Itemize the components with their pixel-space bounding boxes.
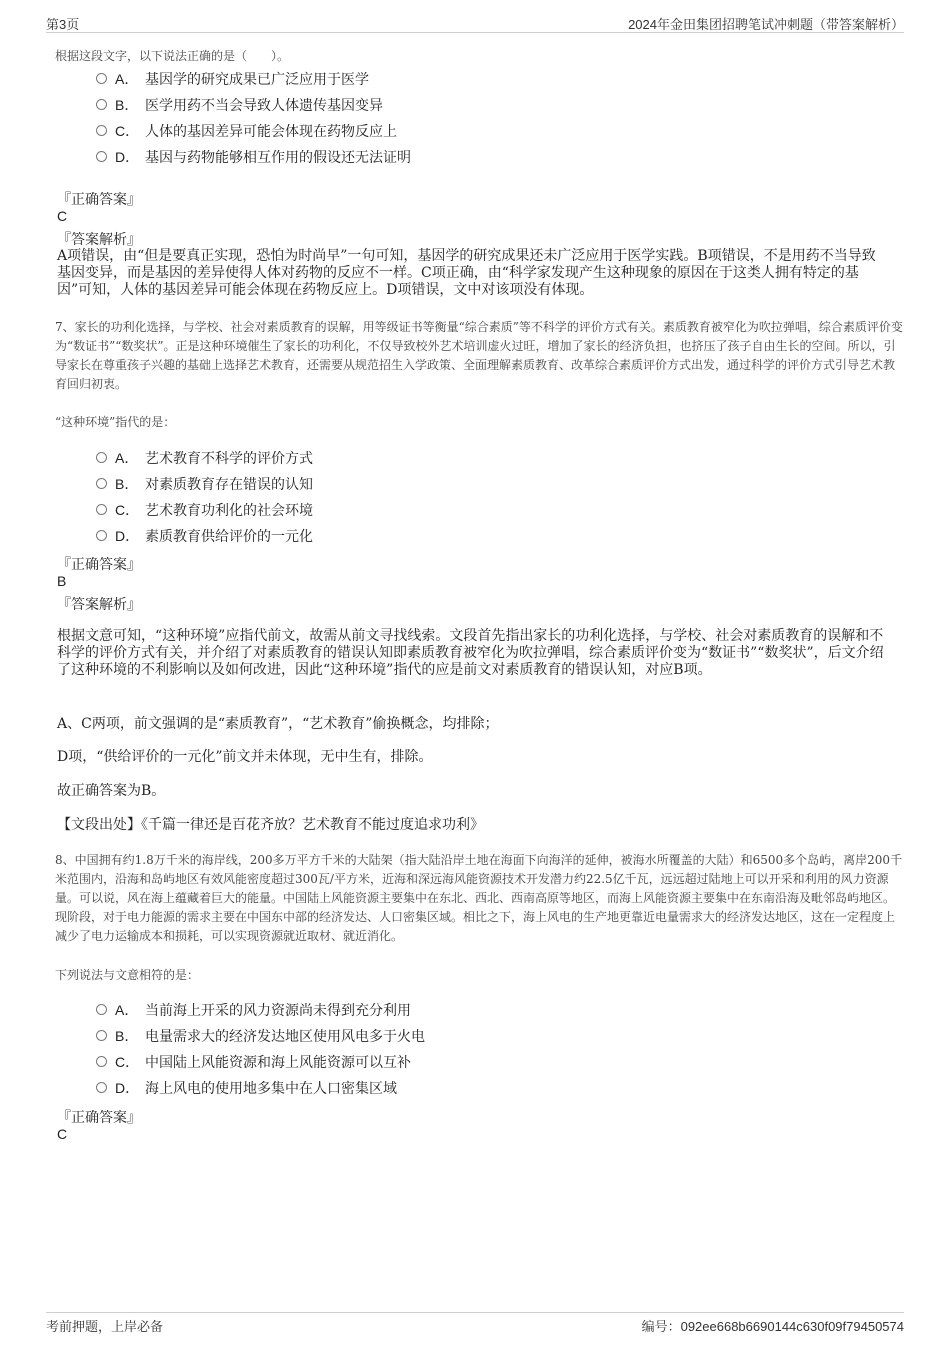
q8-option-c[interactable]: C． 中国陆上风能资源和海上风能资源可以互补 <box>96 1052 411 1074</box>
q8-option-d[interactable]: D． 海上风电的使用地多集中在人口密集区域 <box>96 1078 397 1100</box>
q7-analysis-paragraph: 根据文意可知，“这种环境”应指代前文，故需从前文寻找线索。文段首先指出家长的功利化选择，与学校、社会对素质教育的误解和不科学的评价方式有关，并介绍了对素质教育的错误认知即素质教育被窄化为吹拉弹唱，综合素质评价变为“数证书”“数奖状”，后文介绍了这种环境的不利影响以及如何改进，因此“这种环境”指代的应是前文对素质教育的错误认知，对应B项。 <box>57 628 884 678</box>
q7-option-d[interactable]: D． 素质教育供给评价的一元化 <box>96 526 313 548</box>
q8-option-a[interactable]: A． 当前海上开采的风力资源尚未得到充分利用 <box>96 1000 411 1022</box>
radio-icon[interactable] <box>96 504 107 515</box>
q7-source <box>57 817 887 834</box>
q8-answer: C <box>57 1126 68 1142</box>
q6-option-d[interactable]: D． 基因与药物能够相互作用的假设还无法证明 <box>96 147 411 169</box>
q7-option-a[interactable]: A． 艺术教育不科学的评价方式 <box>96 448 313 470</box>
footer-slogan: 考前押题，上岸必备 <box>46 1319 164 1334</box>
code-value: 092ee668b6690144c630f09f79450574 <box>680 1319 904 1334</box>
q7-answer-label: 『正确答案』 <box>57 557 141 573</box>
document-code <box>642 1316 904 1335</box>
q7-passage: 7、家长的功利化选择，与学校、社会对素质教育的误解，用等级证书等衡量“综合素质”等不科学的评价方式有关。素质教育被窄化为吹拉弹唱，综合素质评价变为“数证书”“数奖状”。正是这种环境催生了家长的功利化，不仅导致校外艺术培训虚火过旺，增加了家长的经济负担，也挤压了孩子自由生长的空间。所以，引导家长在尊重孩子兴趣的基础上选择艺术教育，还需要从规范招生入学政策、全面理解素质教育、改革综合素质评价方式出发，通过科学的评价方式引导艺术教育回归初衷。 <box>55 320 903 391</box>
q7-source-label: 【文段出处】 <box>57 817 141 833</box>
q6-answer-label: 『正确答案』 <box>57 192 141 208</box>
code-label: 编号： <box>641 1319 681 1334</box>
radio-icon[interactable] <box>96 478 107 489</box>
q8-prompt: 下列说法与文意相符的是： <box>55 968 200 982</box>
radio-icon[interactable] <box>96 530 107 541</box>
q7-option-c[interactable]: C． 艺术教育功利化的社会环境 <box>96 500 313 522</box>
q7-analysis-paragraph: 故正确答案为B。 <box>57 783 166 799</box>
q8-option-b[interactable]: B． 电量需求大的经济发达地区使用风电多于火电 <box>96 1026 425 1048</box>
radio-icon[interactable] <box>96 452 107 463</box>
radio-icon[interactable] <box>96 1004 107 1015</box>
page-footer <box>46 1312 904 1333</box>
q6-option-a[interactable]: A． 基因学的研究成果已广泛应用于医学 <box>96 69 369 91</box>
radio-icon[interactable] <box>96 151 107 162</box>
q6-option-b[interactable]: B． 医学用药不当会导致人体遗传基因变异 <box>96 95 383 117</box>
q7-analysis-label: 『答案解析』 <box>57 597 141 613</box>
page-header <box>46 10 904 33</box>
radio-icon[interactable] <box>96 125 107 136</box>
q7-source-text: 《千篇一律还是百花齐放？艺术教育不能过度追求功利》 <box>141 817 484 833</box>
q7-analysis-paragraph: D项，“供给评价的一元化”前文并未体现，无中生有，排除。 <box>57 749 433 765</box>
q7-analysis-paragraph: A、C两项，前文强调的是“素质教育”，“艺术教育”偷换概念，均排除； <box>57 716 499 732</box>
q7-prompt: “这种环境”指代的是： <box>55 415 176 429</box>
radio-icon[interactable] <box>96 1056 107 1067</box>
page-number: 第3页 <box>46 17 80 32</box>
q6-analysis: A项错误，由“但是要真正实现，恐怕为时尚早”一句可知，基因学的研究成果还未广泛应用于医学实践。B项错误，不是用药不当导致基因变异，而是基因的差异使得人体对药物的反应不一样。C项正确，由“科学家发现产生这种现象的原因在于这类人拥有特定的基因”可知，人体的基因差异可能会体现在药物反应上。D项错误，文中对该项没有体现。 <box>57 248 876 298</box>
radio-icon[interactable] <box>96 73 107 84</box>
q6-analysis-label: 『答案解析』 <box>57 232 141 248</box>
radio-icon[interactable] <box>96 1030 107 1041</box>
radio-icon[interactable] <box>96 99 107 110</box>
q8-passage: 8、中国拥有约1.8万千米的海岸线，200多万平方千米的大陆架（指大陆沿岸土地在海面下向海洋的延伸，被海水所覆盖的大陆）和6500多个岛屿，离岸200千米范围内，沿海和岛屿地区有效风能密度超过300瓦/平方米，近海和深远海风能资源技术开发潜力约22.5亿千瓦，远远超过陆地上可以开采和利用的风力资源量。可以说，风在海上蕴藏着巨大的能量。中国陆上风能资源主要集中在东北、西北、西南高原等地区，而海上风能资源主要集中在东南沿海及毗邻岛屿地区。现阶段，对于电力能源的需求主要在中国东中部的经济发达、人口密集区域。相比之下，海上风电的生产地更靠近电量需求大的经济发达地区，这在一定程度上减少了电力运输成本和损耗，可以实现资源就近取材、就近消化。 <box>55 853 903 943</box>
q7-option-b[interactable]: B． 对素质教育存在错误的认知 <box>96 474 313 496</box>
q7-answer: B <box>57 573 67 589</box>
q6-prompt: 根据这段文字，以下说法正确的是（ ）。 <box>55 49 290 63</box>
radio-icon[interactable] <box>96 1082 107 1093</box>
document-title: 2024年金田集团招聘笔试冲刺题（带答案解析） <box>628 17 904 32</box>
q6-option-c[interactable]: C． 人体的基因差异可能会体现在药物反应上 <box>96 121 397 143</box>
q8-answer-label: 『正确答案』 <box>57 1110 141 1126</box>
q6-answer: C <box>57 208 68 224</box>
